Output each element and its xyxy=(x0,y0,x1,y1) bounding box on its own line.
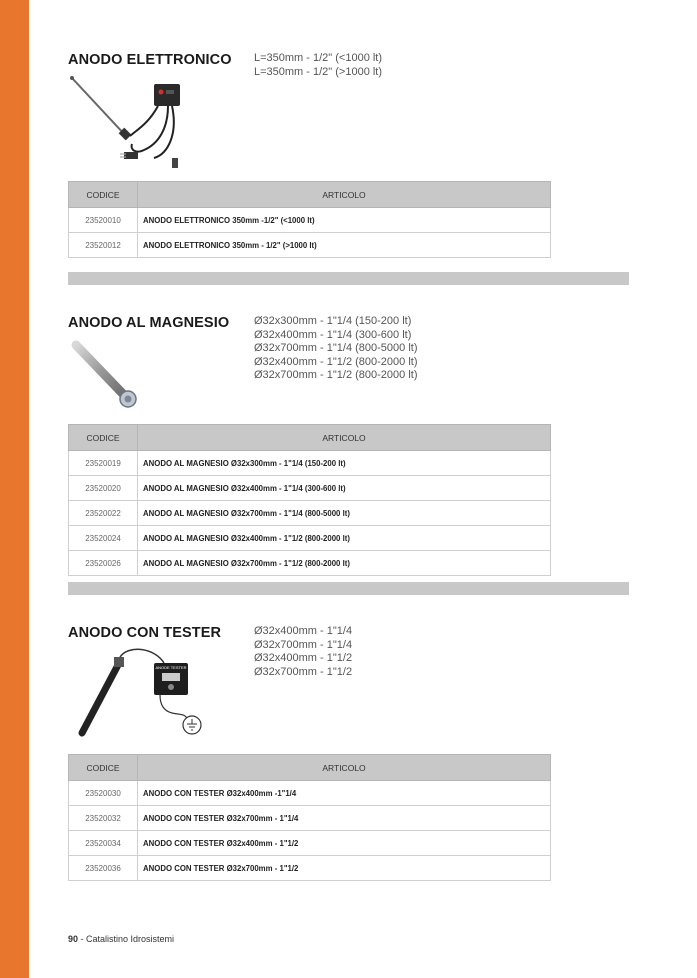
spec-line: Ø32x700mm - 1"1/4 xyxy=(254,638,353,651)
section-title: ANODO ELETTRONICO xyxy=(68,52,232,68)
section-divider xyxy=(68,272,629,285)
page-footer xyxy=(68,934,174,944)
column-header-articolo: ARTICOLO xyxy=(138,425,551,451)
article-code: 23520020 xyxy=(69,476,138,501)
article-description: ANODO ELETTRONICO 350mm -1/2" (<1000 lt) xyxy=(138,208,551,233)
table-row xyxy=(69,781,551,806)
article-description: ANODO AL MAGNESIO Ø32x700mm - 1"1/4 (800-5000 lt) xyxy=(138,501,551,526)
spec-line: Ø32x400mm - 1"1/2 xyxy=(254,652,353,664)
article-table xyxy=(68,754,551,881)
electronic-anode-image xyxy=(68,74,188,174)
column-header-codice: CODICE xyxy=(69,425,138,451)
article-description: ANODO CON TESTER Ø32x700mm - 1"1/2 xyxy=(138,856,551,881)
column-header-codice: CODICE xyxy=(69,755,138,781)
article-code: 23520034 xyxy=(69,831,138,856)
article-description: ANODO AL MAGNESIO Ø32x400mm - 1"1/2 (800-2000 lt) xyxy=(138,526,551,551)
table-row xyxy=(69,476,551,501)
spec-line: Ø32x300mm - 1"1/4 (150-200 lt) xyxy=(254,315,412,327)
spec-line: Ø32x400mm - 1"1/4 (300-600 lt) xyxy=(254,328,412,341)
article-table xyxy=(68,424,551,576)
article-code: 23520022 xyxy=(69,501,138,526)
table-row xyxy=(69,451,551,476)
section-title: ANODO AL MAGNESIO xyxy=(68,315,230,331)
side-accent-band xyxy=(0,0,29,978)
article-code: 23520010 xyxy=(69,208,138,233)
spec-list xyxy=(254,52,382,79)
column-header-articolo: ARTICOLO xyxy=(138,182,551,208)
spec-line: Ø32x700mm - 1"1/2 (800-2000 lt) xyxy=(254,369,418,381)
article-code: 23520036 xyxy=(69,856,138,881)
column-header-codice: CODICE xyxy=(69,182,138,208)
spec-line: L=350mm - 1/2" (<1000 lt) xyxy=(254,52,383,64)
section-divider xyxy=(68,582,629,595)
article-description: ANODO ELETTRONICO 350mm - 1/2" (>1000 lt) xyxy=(138,233,551,258)
article-code: 23520032 xyxy=(69,806,138,831)
article-code: 23520019 xyxy=(69,451,138,476)
table-row xyxy=(69,831,551,856)
spec-list xyxy=(254,315,418,383)
table-row xyxy=(69,856,551,881)
spec-line: Ø32x700mm - 1"1/4 (800-5000 lt) xyxy=(254,342,418,354)
article-code: 23520030 xyxy=(69,781,138,806)
page-number: 90 xyxy=(68,934,79,944)
spec-list xyxy=(254,625,352,679)
article-description: ANODO CON TESTER Ø32x400mm - 1"1/2 xyxy=(138,831,551,856)
article-description: ANODO AL MAGNESIO Ø32x300mm - 1"1/4 (150-200 lt) xyxy=(138,451,551,476)
article-description: ANODO AL MAGNESIO Ø32x700mm - 1"1/2 (800-2000 lt) xyxy=(138,551,551,576)
article-code: 23520026 xyxy=(69,551,138,576)
article-description: ANODO AL MAGNESIO Ø32x400mm - 1"1/4 (300-600 lt) xyxy=(138,476,551,501)
section-title: ANODO CON TESTER xyxy=(68,625,222,641)
table-row xyxy=(69,806,551,831)
article-description: ANODO CON TESTER Ø32x400mm -1"1/4 xyxy=(138,781,551,806)
catalog-name: - Catalistino Idrosistemi xyxy=(78,934,175,944)
spec-line: Ø32x400mm - 1"1/2 (800-2000 lt) xyxy=(254,355,418,368)
article-code: 23520012 xyxy=(69,233,138,258)
table-row xyxy=(69,551,551,576)
article-table xyxy=(68,181,551,258)
spec-line: Ø32x400mm - 1"1/4 xyxy=(254,625,353,637)
table-row xyxy=(69,501,551,526)
article-description: ANODO CON TESTER Ø32x700mm - 1"1/4 xyxy=(138,806,551,831)
table-row xyxy=(69,526,551,551)
spec-line: Ø32x700mm - 1"1/2 xyxy=(254,665,353,678)
column-header-articolo: ARTICOLO xyxy=(138,755,551,781)
table-row xyxy=(69,233,551,258)
spec-line: L=350mm - 1/2" (>1000 lt) xyxy=(254,65,383,78)
table-row xyxy=(69,208,551,233)
article-code: 23520024 xyxy=(69,526,138,551)
tester-label: ANODE TESTER xyxy=(155,665,187,670)
anode-tester-image xyxy=(68,647,218,739)
magnesium-anode-image xyxy=(68,339,148,411)
